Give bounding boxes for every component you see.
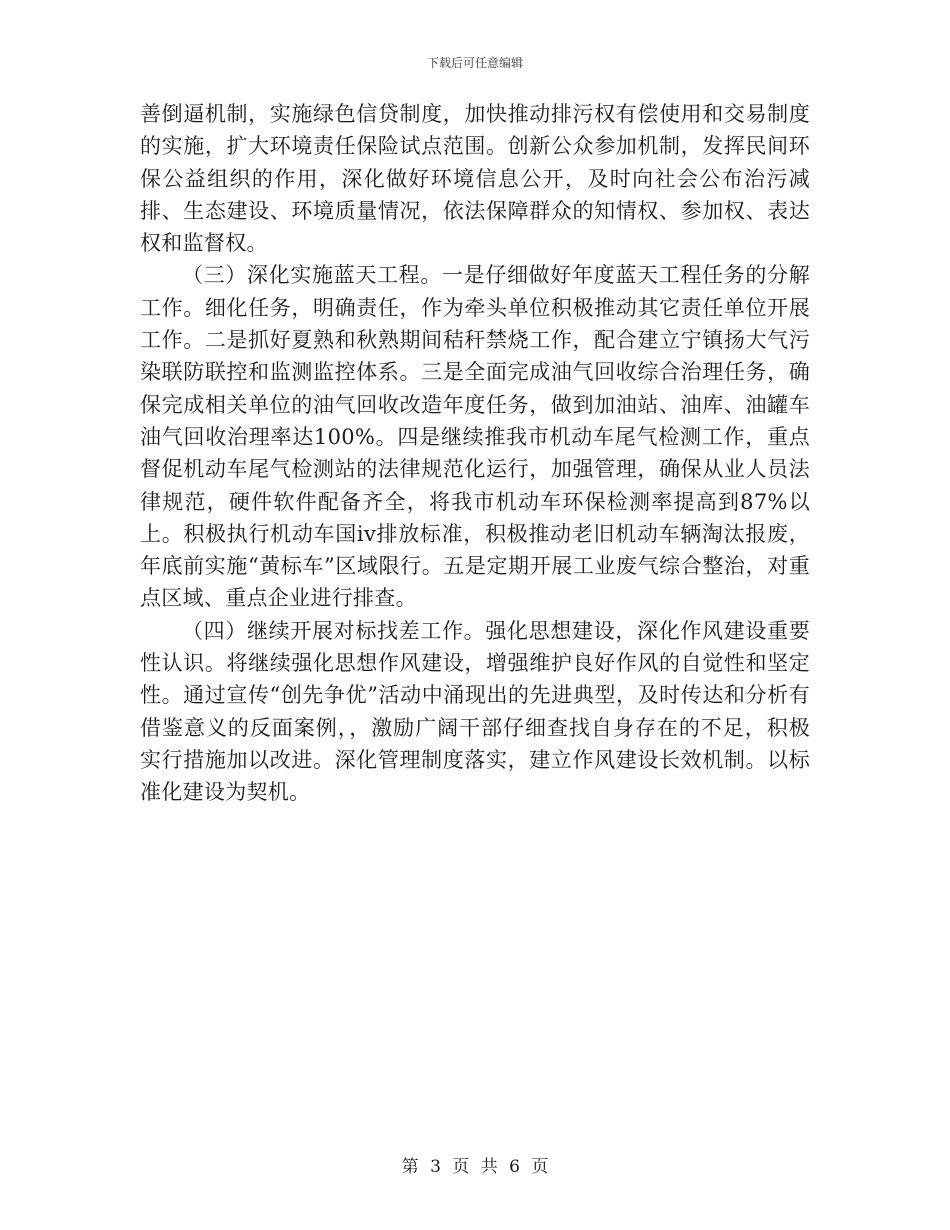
paragraph-benchmarking-work: （四）继续开展对标找差工作。强化思想建设，深化作风建设重要性认识。将继续强化思想作风建设，增强维护良好作风的自觉性和坚定性。通过宣传“创先争优”活动中涌现出的先进典型，及时传达和分析有借鉴意义的反面案例，，激励广阔干部仔细查找自身存在的不足，积极实行措施加以改进。深化管理制度落实，建立作风建设长效机制。以标准化建设为契机。 [140,618,810,805]
page-header-note: 下载后可任意编辑 [426,56,523,70]
paragraph-blue-sky-project: （三）深化实施蓝天工程。一是仔细做好年度蓝天工程任务的分解工作。细化任务，明确责任，作为牵头单位积极推动其它责任单位开展工作。二是抓好夏熟和秋熟期间秸秆禁烧工作，配合建立宁镇扬大气污染联防联控和监测监控体系。三是全面完成油气回收综合治理任务，确保完成相关单位的油气回收改造年度任务，做到加油站、油库、油罐车油气回收治理率达100%。四是继续推我市机动车尾气检测工作，重点督促机动车尾气检测站的法律规范化运行，加强管理，确保从业人员法律规范，硬件软件配备齐全，将我市机动车环保检测率提高到87%以上。积极执行机动车国iv排放标准，积极推动老旧机动车辆淘汰报废，年底前实施“黄标车”区域限行。五是定期开展工业废气综合整治，对重点区域、重点企业进行排查。 [140,263,810,611]
page-number-footer: 第 3 页 共 6 页 [401,1157,549,1177]
document-body [140,98,810,809]
paragraph-continued: 善倒逼机制，实施绿色信贷制度，加快推动排污权有偿使用和交易制度的实施，扩大环境责任保险试点范围。创新公众参加机制，发挥民间环保公益组织的作用，深化做好环境信息公开，及时向社会公布治污减排、生态建设、环境质量情况，依法保障群众的知情权、参加权、表达权和监督权。 [140,102,810,256]
